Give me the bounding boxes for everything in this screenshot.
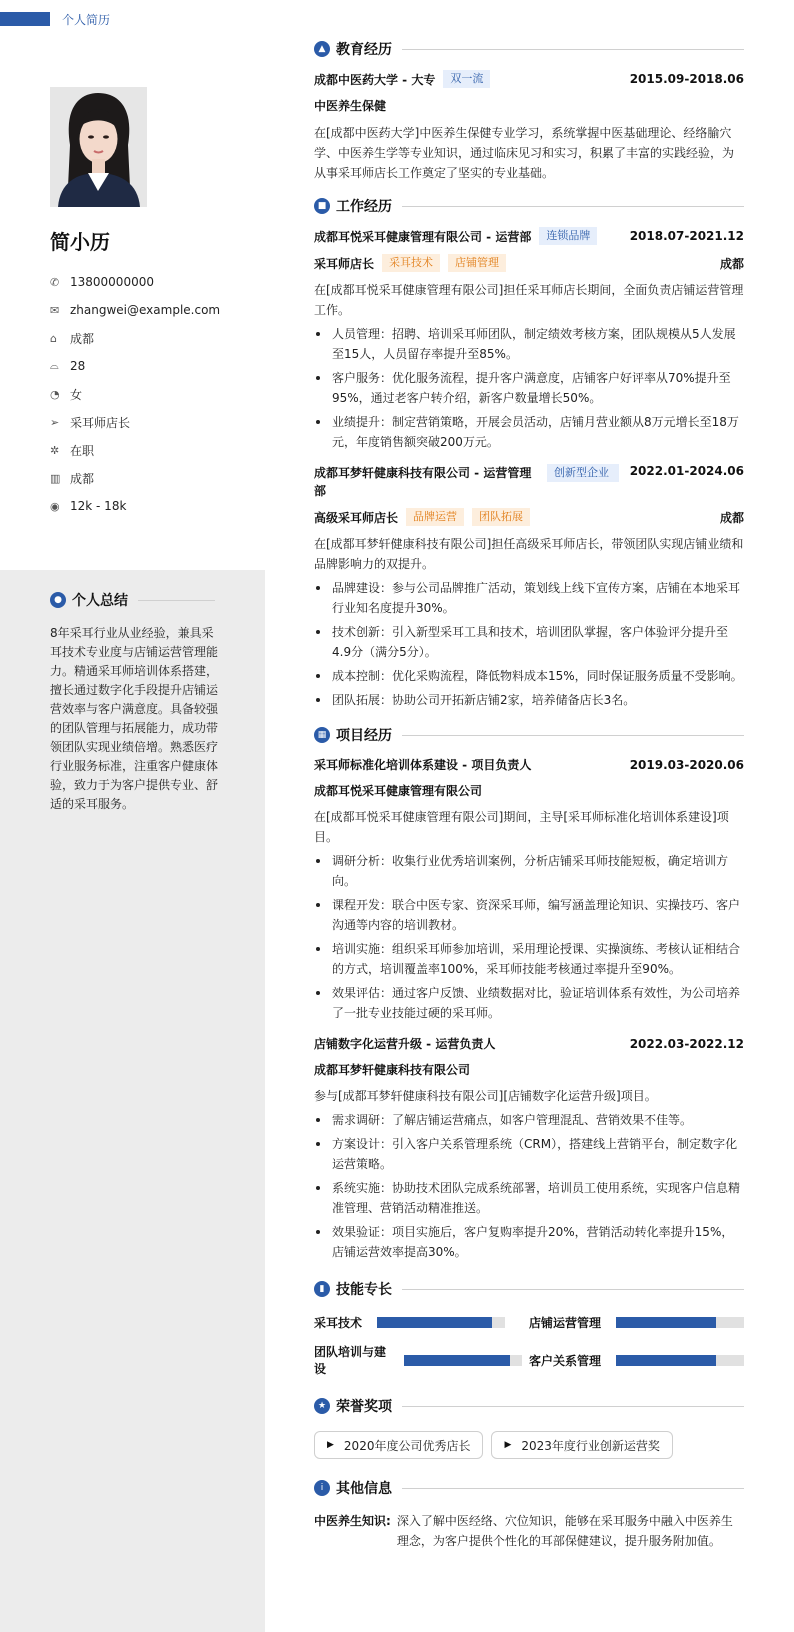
list-item: 业绩提升：制定营销策略，开展会员活动，店铺月营业额从8万元增长至18万元，年度销售额突破200万元。 [314, 412, 744, 452]
list-item: 需求调研：了解店铺运营痛点，如客户管理混乱、营销效果不佳等。 [314, 1110, 744, 1130]
divider [402, 1289, 744, 1290]
home-icon: ⌂ [50, 331, 57, 345]
list-item: 方案设计：引入客户关系管理系统（CRM），搭建线上营销平台，制定数字化运营策略。 [314, 1134, 744, 1174]
info-value: 女 [70, 387, 83, 402]
profile-photo [50, 87, 147, 207]
info-value: 成都 [70, 471, 95, 486]
info-phone [50, 268, 260, 296]
job-bullets [314, 578, 744, 710]
list-item: 培训实施：组织采耳师参加培训，采用理论授课、实操演练、考核认证相结合的方式，培训覆盖率100%，采耳师技能考核通过率提升至90%。 [314, 939, 744, 979]
project-entry [314, 1035, 744, 1262]
list-item: 品牌建设：参与公司品牌推广活动，策划线上线下宣传方案，店铺在本地采耳行业知名度提升30%。 [314, 578, 744, 618]
skills-heading [314, 1278, 744, 1300]
project-name-row [314, 756, 744, 773]
company-name: 成都耳悦采耳健康管理有限公司 - 运营部 [314, 229, 532, 244]
phone-icon: ✆ [50, 275, 60, 289]
skill-bar-fill [377, 1317, 492, 1328]
project-date: 2022.03-2022.12 [629, 1036, 744, 1051]
skill-name: 客户关系管理 [529, 1353, 602, 1368]
skill-item [529, 1314, 744, 1331]
list-item: 效果评估：通过客户反馈、业绩数据对比，验证培训体系有效性，为公司培养了一批专业技能过硬的采耳师。 [314, 983, 744, 1023]
project-desc: 参与[成都耳梦轩健康科技有限公司][店铺数字化运营升级]项目。 [314, 1089, 657, 1103]
list-item: 系统实施：协助技术团队完成系统部署，培训员工使用系统，实现客户信息精准管理、营销活动精准推送。 [314, 1178, 744, 1218]
info-gender [50, 380, 260, 408]
project-desc: 在[成都耳悦采耳健康管理有限公司]期间，主导[采耳师标准化培训体系建设]项目。 [314, 810, 729, 844]
summary-heading [50, 590, 215, 610]
list-item: 成本控制：优化采购流程，降低物料成本15%，同时保证服务质量不受影响。 [314, 666, 744, 686]
project-name: 采耳师标准化培训体系建设 - 项目负责人 [314, 758, 532, 772]
skill-name: 团队培训与建设 [314, 1345, 387, 1376]
divider [138, 600, 215, 601]
profile-name: 简小历 [50, 230, 110, 254]
skill-bar [404, 1355, 522, 1366]
project-name: 店铺数字化运营升级 - 运营负责人 [314, 1037, 496, 1051]
send-icon: ➢ [50, 415, 60, 429]
education-desc: 在[成都中医药大学]中医养生保健专业学习，系统掌握中医基础理论、经络腧穴学、中医养生学等专业知识，通过临床见习和实习，积累了丰富的实践经验，为从事采耳师店长工作奠定了坚实的专业基础。 [314, 126, 735, 180]
list-item: 效果验证：项目实施后，客户复购率提升20%，营销活动转化率提升15%，店铺运营效率提高30%。 [314, 1222, 744, 1262]
info-salary [50, 492, 260, 520]
company-tag: 连锁品牌 [539, 227, 597, 245]
education-major-row [314, 97, 744, 114]
award-icon: ★ [314, 1398, 330, 1414]
divider [402, 1406, 744, 1407]
info-status [50, 436, 260, 464]
school-tag: 双一流 [443, 70, 490, 88]
job-company-row [314, 227, 744, 245]
skill-tag: 品牌运营 [406, 508, 464, 526]
list-item: 课程开发：联合中医专家、资深采耳师，编写涵盖理论知识、实操技巧、客户沟通等内容的培训教材。 [314, 895, 744, 935]
mail-icon: ✉ [50, 303, 60, 317]
awards-list [314, 1431, 744, 1459]
info-target-position [50, 408, 260, 436]
info-age [50, 352, 260, 380]
honors-heading [314, 1395, 744, 1417]
user-icon: ● [50, 592, 66, 608]
salary-icon: ◉ [50, 499, 60, 513]
award-item [491, 1431, 672, 1459]
section-title: 其他信息 [336, 1481, 392, 1497]
list-item: 调研分析：收集行业优秀培训案例，分析店铺采耳师技能短板，确定培训方向。 [314, 851, 744, 891]
divider [402, 735, 744, 736]
project-bullets [314, 851, 744, 1023]
info-email [50, 296, 260, 324]
gender-icon: ◔ [50, 387, 60, 401]
info-value: 13800000000 [70, 275, 154, 289]
list-item: 技术创新：引入新型采耳工具和技术，培训团队掌握，客户体验评分提升至4.9分（满分5分）。 [314, 622, 744, 662]
award-item [314, 1431, 483, 1459]
education-date: 2015.09-2018.06 [629, 72, 744, 86]
info-value: 成都 [70, 331, 95, 346]
job-entry [314, 464, 744, 710]
grid-icon: ▦ [314, 727, 330, 743]
info-icon: i [314, 1480, 330, 1496]
graduation-cap-icon: ▲ [314, 41, 330, 57]
project-company: 成都耳梦轩健康科技有限公司 [314, 1063, 471, 1077]
project-bullets [314, 1110, 744, 1262]
project-company: 成都耳悦采耳健康管理有限公司 [314, 784, 483, 798]
job-bullets [314, 324, 744, 452]
header-bar [0, 12, 794, 26]
job-company-row [314, 464, 744, 500]
skill-tag: 团队拓展 [472, 508, 530, 526]
other-info-row [314, 1511, 744, 1551]
building-icon: ▥ [50, 471, 61, 485]
other-info-value: 深入了解中医经络、穴位知识，能够在采耳服务中融入中医养生理念，为客户提供个性化的耳部保健建议，提升服务附加值。 [396, 1514, 733, 1548]
info-value: 采耳师店长 [70, 415, 131, 430]
job-date: 2022.01-2024.06 [629, 464, 744, 478]
section-title: 技能专长 [336, 1282, 392, 1298]
header-accent-block [0, 12, 50, 26]
job-city: 成都 [719, 510, 744, 525]
info-value: 12k - 18k [70, 499, 127, 513]
info-target-city [50, 464, 260, 492]
section-title: 工作经历 [336, 199, 392, 215]
other-info-key: 中医养生知识: [314, 1514, 391, 1528]
chart-icon: ▮ [314, 1281, 330, 1297]
job-city: 成都 [719, 256, 744, 271]
skill-name: 采耳技术 [314, 1316, 363, 1330]
project-entry [314, 756, 744, 1023]
section-title: 荣誉奖项 [336, 1399, 392, 1415]
skill-item [314, 1314, 529, 1331]
header-label: 个人简历 [62, 13, 111, 27]
job-date: 2018.07-2021.12 [629, 229, 744, 243]
job-desc: 在[成都耳梦轩健康科技有限公司]担任高级采耳师店长，带领团队实现店铺业绩和品牌影响力的双提升。 [314, 537, 744, 571]
award-label: 2020年度公司优秀店长 [343, 1438, 471, 1453]
contact-info-list [50, 268, 260, 520]
company-name: 成都耳梦轩健康科技有限公司 - 运营管理部 [314, 466, 532, 498]
summary-title: 个人总结 [72, 593, 128, 609]
award-label: 2023年度行业创新运营奖 [521, 1438, 660, 1453]
list-item: 客户服务：优化服务流程，提升客户满意度，店铺客户好评率从70%提升至95%，通过老客户转介绍，新客户数量增长50%。 [314, 368, 744, 408]
other-heading [314, 1477, 744, 1499]
section-title: 项目经历 [336, 728, 392, 744]
work-heading [314, 195, 744, 217]
portrait-image [50, 87, 147, 207]
skills-grid [314, 1314, 744, 1377]
cake-icon: ⌓ [50, 359, 59, 372]
info-value: 28 [70, 359, 86, 373]
skill-bar [616, 1355, 744, 1366]
education-row [314, 70, 744, 88]
skill-item [314, 1343, 529, 1377]
status-icon: ✲ [50, 443, 60, 457]
skill-tag: 采耳技术 [382, 254, 440, 272]
project-name-row [314, 1035, 744, 1052]
skill-bar [616, 1317, 744, 1328]
skill-bar-fill [616, 1317, 716, 1328]
play-icon: ▶ [504, 1440, 512, 1450]
divider [402, 1488, 744, 1489]
skill-bar-fill [404, 1355, 510, 1366]
school-name: 成都中医药大学 - 大专 [314, 72, 436, 87]
job-role: 采耳师店长 [314, 256, 375, 271]
project-date: 2019.03-2020.06 [629, 757, 744, 772]
job-entry [314, 227, 744, 452]
project-company-row [314, 782, 744, 799]
job-role-row [314, 254, 744, 272]
main-column [314, 38, 744, 1551]
job-role: 高级采耳师店长 [314, 510, 399, 525]
list-item: 团队拓展：协助公司开拓新店铺2家，培养储备店长3名。 [314, 690, 744, 710]
project-company-row [314, 1061, 744, 1078]
play-icon: ▶ [327, 1440, 334, 1450]
info-value: zhangwei@example.com [70, 303, 221, 317]
divider [402, 206, 744, 207]
skill-bar-fill [616, 1355, 716, 1366]
skill-tag: 店铺管理 [448, 254, 506, 272]
job-role-row [314, 508, 744, 526]
major-name: 中医养生保健 [314, 99, 387, 113]
skill-bar [377, 1317, 505, 1328]
projects-heading [314, 724, 744, 746]
info-value: 在职 [70, 443, 95, 458]
skill-name: 店铺运营管理 [529, 1316, 602, 1330]
info-location [50, 324, 260, 352]
divider [402, 49, 744, 50]
skill-item [529, 1343, 744, 1377]
section-title: 教育经历 [336, 42, 392, 58]
company-tag: 创新型企业 [547, 464, 619, 482]
education-heading [314, 38, 744, 60]
job-desc: 在[成都耳悦采耳健康管理有限公司]担任采耳师店长期间，全面负责店铺运营管理工作。 [314, 283, 744, 317]
summary-text: 8年采耳行业从业经验，兼具采耳技术专业度与店铺运营管理能力。精通采耳师培训体系搭建，擅长通过数字化手段提升店铺运营效率与客户满意度。具备较强的团队管理与拓展能力，成功带领团队实现业绩倍增。熟悉医疗行业服务标准，注重客户健康体验，致力于为客户提供专业、舒适的采耳服务。 [50, 626, 219, 811]
list-item: 人员管理：招聘、培训采耳师团队，制定绩效考核方案，团队规模从5人发展至15人，人员留存率提升至85%。 [314, 324, 744, 364]
briefcase-icon: ■ [314, 198, 330, 214]
